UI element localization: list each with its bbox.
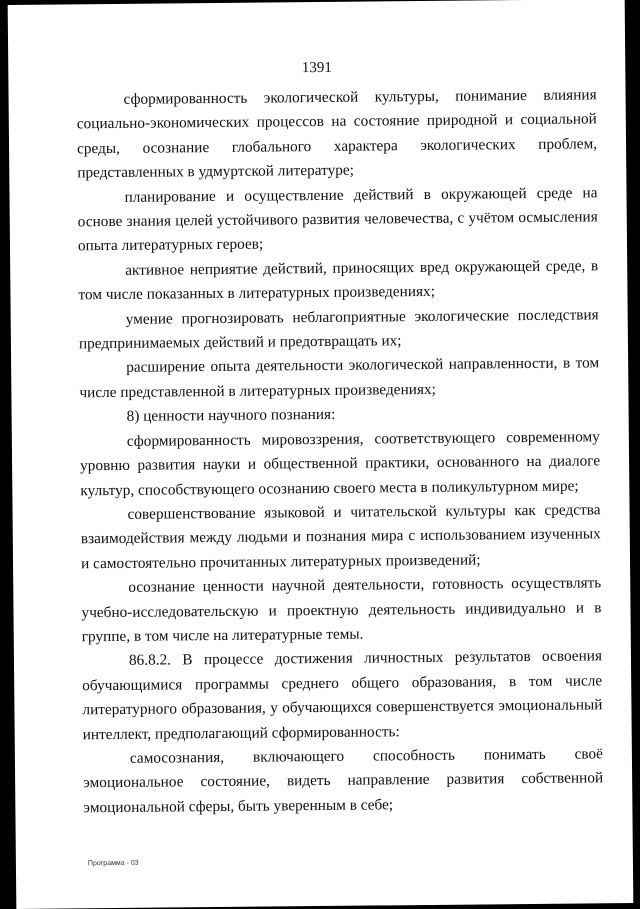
section-heading-scientific-knowledge: 8) ценности научного познания: <box>126 406 336 426</box>
paragraph-7: сформированность мировоззрения, соответствующего современному уровню развития науки и общественной практики, основанного на диалоге культур, способствующего осознанию своего места в поликультурном мире; <box>80 428 601 499</box>
page-number: 1391 <box>301 59 332 77</box>
paragraph-9: осознание ценности научной деятельности, готовность осуществлять учебно-исследовательскую и проектную деятельность индивидуально и в группе, в том числе на литературные темы. <box>81 574 602 646</box>
paragraph-4: умение прогнозировать неблагоприятные экологические последствия предпринимаемых действий и предотвращать их; <box>78 305 599 353</box>
paragraph-3: активное неприятие действий, приносящих вред окружающей среде, в том числе показанных в литературных произведениях; <box>78 257 599 304</box>
paragraph-5: расширение опыта деятельности экологической направленности, в том числе представленной в литературных произведениях; <box>79 354 600 402</box>
paragraph-1: сформированность экологической культуры, понимание влияния социально-экономических процессов на состояние природной и социальной среды, осознание глобального характера экологических проблем, представленных в удмуртской литературе; <box>76 86 598 182</box>
document-body <box>76 83 603 820</box>
document-page <box>8 0 634 909</box>
paragraph-10: 86.8.2. В процессе достижения личностных результатов освоения обучающимися программы среднего общего образования, в том числе литературного образования, у обучающихся совершенствуется эмоциональный интеллект, предполагающий сформированность: <box>82 647 603 743</box>
page-footer: Программа - 03 <box>87 859 139 868</box>
paragraph-8: совершенствование языковой и читательской культуры как средства взаимодействия между людьми и познания мира с использованием изученных и самостоятельно прочитанных литературных произведений; <box>80 501 601 573</box>
paragraph-2: планирование и осуществление действий в окружающей среде на основе знания целей устойчивого развития человечества, с учётом осмысления опыта литературных героев; <box>77 183 598 255</box>
paragraph-11: самосознания, включающего способность понимать своё эмоциональное состояние, видеть направление развития собственной эмоциональной сферы, быть уверенным в себе; <box>83 745 604 817</box>
